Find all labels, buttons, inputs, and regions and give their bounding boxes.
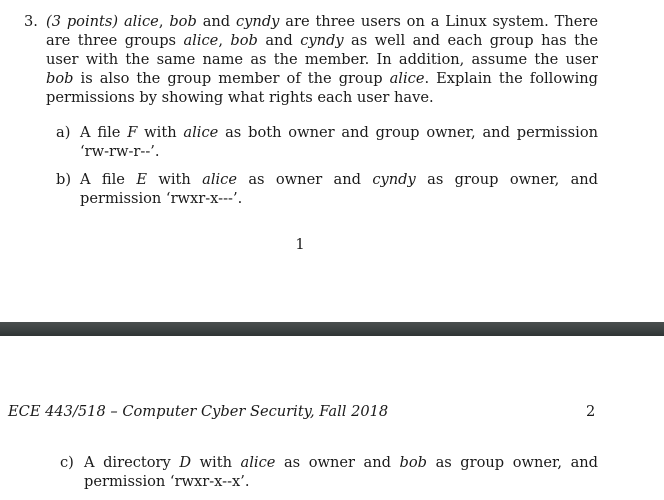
subitem-c-label: c) (60, 454, 74, 471)
page-break-divider (0, 322, 664, 336)
problem-number: 3. (24, 13, 38, 30)
problem-points: (3 points) (46, 13, 119, 30)
problem-statement: (3 points) alice, bob and cyndy are three users on a Linux system. There are three groups alice, bob and cyndy as well and each group has the user with the same name as the member. In addition, assume the user bob is also the group member of the group alice. Explain the following permissions by showing what rights each user have. (46, 13, 599, 106)
page-number: 1 (295, 236, 305, 253)
page-2 (0, 336, 664, 500)
problem-3 (24, 12, 598, 107)
subitem-a: a) A file F with alice as both owner and group owner, and permission ‘rw-rw-r--’. (56, 124, 599, 160)
subitem-a-label: a) (56, 124, 71, 141)
running-header-title: ECE 443/518 – Computer Cyber Security, Fall 2018 (8, 403, 389, 420)
subitem-c: c) A directory D with alice as owner and bob as group owner, and permission ‘rwxr-x--x’. (60, 454, 599, 490)
running-header-page-number: 2 (586, 403, 596, 420)
subitem-b: b) A file E with alice as owner and cyndy as group owner, and permission ‘rwxr-x---’. (56, 171, 599, 207)
subitem-b-label: b) (56, 171, 72, 188)
